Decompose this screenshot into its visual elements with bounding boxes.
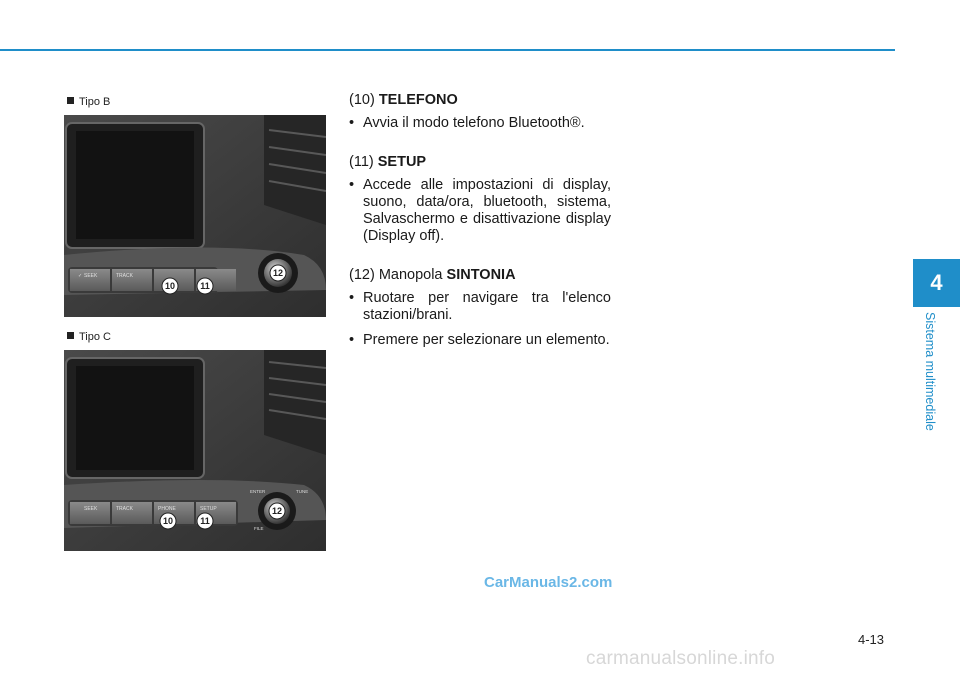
file-label: FILE	[254, 526, 264, 531]
seek-button-label: SEEK	[84, 273, 98, 279]
head-unit-illustration-b	[64, 115, 326, 317]
figure-label-tipo-c: Tipo C	[67, 331, 111, 343]
figure-tipo-c	[64, 350, 326, 551]
chapter-tab: 4	[913, 259, 960, 307]
square-bullet-icon	[67, 332, 74, 339]
section-telefono	[349, 92, 611, 132]
top-rule	[0, 49, 895, 51]
bullet-item: • Accede alle impostazioni di display, suono, data/ora, bluetooth, sistema, Salvaschermo e disattivazione display (Display off).	[349, 177, 611, 244]
callout-12: 12	[272, 268, 284, 278]
callout-10: 10	[162, 516, 174, 526]
phone-button-label: PHONE	[158, 506, 176, 512]
section-title: (10) TELEFONO	[349, 92, 458, 108]
setup-button-label: SETUP	[200, 506, 217, 512]
section-setup	[349, 154, 611, 245]
bullet-item: • Avvia il modo telefono Bluetooth®.	[349, 115, 585, 131]
enter-label: ENTER	[250, 489, 266, 494]
section-title: (12) Manopola SINTONIA	[349, 267, 516, 283]
page-number: 4-13	[858, 632, 885, 647]
text-column	[349, 92, 611, 371]
callout-11: 11	[200, 516, 210, 526]
svg-text:✓: ✓	[78, 273, 83, 279]
head-unit-illustration-c	[64, 350, 326, 551]
section-title: (11) SETUP	[349, 154, 427, 170]
bullet-item: • Ruotare per navigare tra l'elenco stazioni/brani.	[349, 290, 611, 323]
figure-tipo-b	[64, 115, 326, 317]
bullet-item: • Premere per selezionare un elemento.	[349, 332, 610, 348]
track-button-label: TRACK	[116, 506, 133, 512]
section-sintonia	[349, 267, 611, 349]
figure-label-tipo-b: Tipo B	[67, 96, 110, 108]
watermark-link[interactable]: CarManuals2.com	[484, 574, 613, 591]
callout-11: 11	[200, 281, 210, 291]
footer-brand: carmanualsonline.info	[586, 648, 776, 669]
tune-label: TUNE	[296, 489, 309, 494]
seek-button-label: SEEK	[84, 506, 98, 512]
chapter-name: Sistema multimediale	[923, 312, 937, 431]
callout-12: 12	[271, 506, 283, 516]
callout-10: 10	[164, 281, 176, 291]
track-button-label: TRACK	[116, 273, 133, 279]
square-bullet-icon	[67, 97, 74, 104]
